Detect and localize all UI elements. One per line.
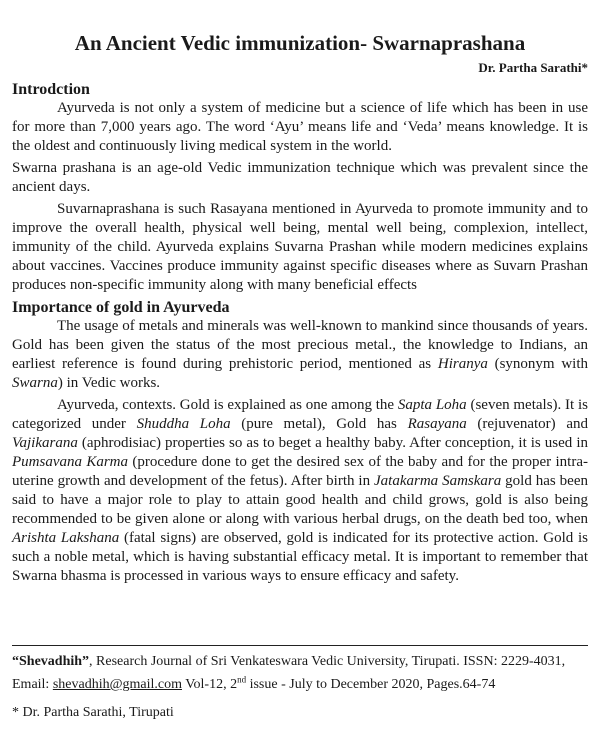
section-heading: Importance of gold in Ayurveda <box>12 299 230 316</box>
ordinal-suffix: nd <box>237 674 247 685</box>
text-run: (rejuvenator) and <box>466 416 588 432</box>
email-label: Email: <box>12 677 53 692</box>
paragraph <box>12 99 588 156</box>
issue-details: issue - July to December 2020, Pages.64-74 <box>246 677 496 692</box>
italic-term: Hiranya <box>437 356 488 372</box>
paragraph <box>12 200 588 295</box>
text-run: (pure metal), Gold has <box>230 416 408 432</box>
text-run: (procedure done to get the desired sex of the baby and for the proper intra-uterine growth and development of the fetus). After birth in <box>12 454 588 489</box>
italic-term: Rasayana <box>407 416 467 432</box>
journal-details: , Research Journal of Sri Venkateswara Vedic University, Tirupati. ISSN: 2229-4031, <box>89 654 566 669</box>
text-run: The usage of metals and minerals was well-known to mankind since thousands of years. Gold has been given the status of the most precious metal., the knowledge to Indians, an earliest reference is found during prehistoric period, mentioned as <box>12 318 588 372</box>
text-run: Ayurveda is not only a system of medicine but a science of life which has been in use for more than 7,000 years ago. The word ‘Ayu’ means life and ‘Veda’ means knowledge. It is the oldest and continuously living medical system in the world. <box>12 100 588 154</box>
text-run: ) in Vedic works. <box>57 375 161 391</box>
text-run: (seven metals). It is categorized under <box>12 397 588 432</box>
paragraph <box>12 159 588 197</box>
paragraph <box>12 317 588 393</box>
text-run: (fatal signs) are observed, gold is indicated for its protective action. Gold is such a noble metal, which is having substantial efficacy metal. It is important to remember that Swarna bhasma is processed in various ways to ensure efficacy and safety. <box>12 530 588 584</box>
author-footnote: * Dr. Partha Sarathi, Tirupati <box>12 705 174 720</box>
italic-term: Vajikarana <box>12 435 78 451</box>
article-title: An Ancient Vedic immunization- Swarnaprashana <box>74 31 526 55</box>
journal-name: “Shevadhih” <box>12 654 90 669</box>
section-heading: Introdction <box>12 81 90 98</box>
email-link[interactable]: shevadhih@gmail.com <box>52 677 182 692</box>
italic-term: Arishta Lakshana <box>12 530 120 546</box>
volume: Vol-12, 2 <box>181 677 238 692</box>
italic-term: Pumsavana Karma <box>12 454 129 470</box>
italic-term: Sapta Loha <box>397 397 467 413</box>
footer-divider <box>12 645 588 646</box>
text-run: (synonym with <box>487 356 588 372</box>
text-run: Suvarnaprashana is such Rasayana mentioned in Ayurveda to promote immunity and to improve the overall health, physical well being, mental well being, complexion, intellect, immunity of the child. Ayurveda explains Suvarna Prashan while modern medicines explains about vaccines. Vaccines produce immunity against specific diseases where as Suvarn Prashan produces non-specific immunity along with many beneficial effects <box>12 201 588 293</box>
text-run: gold has been said to have a major role to play to attain good health and child grows, gold is also being recommended to be given alone or along with various herbal drugs, on the death bed too, when <box>12 473 588 527</box>
italic-term: Shuddha Loha <box>136 416 231 432</box>
author-name: Dr. Partha Sarathi* <box>478 60 588 75</box>
text-run: (aphrodisiac) properties so as to beget a healthy baby. After conception, it is used in <box>77 435 588 451</box>
journal-citation <box>12 650 592 722</box>
text-run: Ayurveda, contexts. Gold is explained as one among the <box>57 397 398 413</box>
article-body <box>12 80 588 589</box>
text-run: Swarna prashana is an age-old Vedic immunization technique which was prevalent since the ancient days. <box>12 160 588 195</box>
italic-term: Swarna <box>12 375 58 391</box>
paragraph <box>12 396 588 586</box>
italic-term: Jatakarma Samskara <box>374 473 502 489</box>
